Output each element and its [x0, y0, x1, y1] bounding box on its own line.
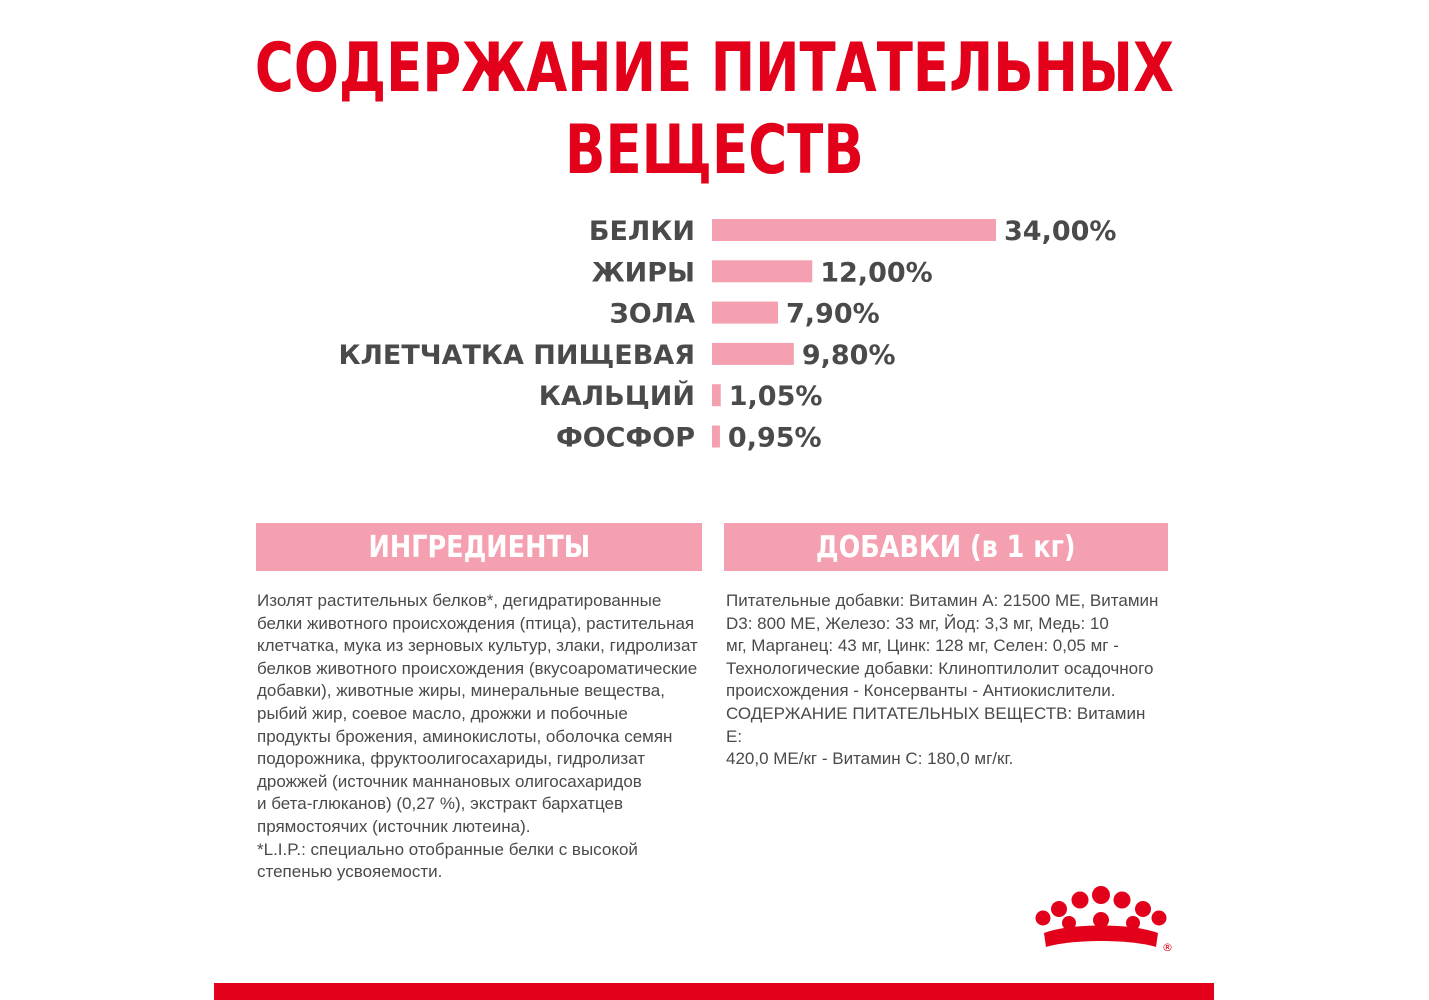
page-title	[157, 28, 1272, 192]
bar	[712, 384, 721, 406]
category-label: КЛЕТЧАТКА ПИЩЕВАЯ	[338, 339, 695, 371]
additives-text: Питательные добавки: Витамин A: 21500 МЕ, Витамин D3: 800 МЕ, Железо: 33 мг, Йод: 3,3 мг, Медь: 10 мг, Марганец: 43 мг, Цинк: 128 мг, Селен: 0,05 мг - Технологические добавки: Клиноптилолит осадочного происхождения - Консерванты - Антиокислители. СОДЕРЖАНИЕ ПИТАТЕЛЬНЫХ ВЕЩЕСТВ: Витамин E: 420,0 МЕ/кг - Витамин C: 180,0 мг/кг.	[726, 591, 1159, 769]
value-label: 1,05%	[728, 381, 823, 413]
bar	[712, 302, 778, 324]
registered-mark: ®	[1162, 941, 1173, 954]
bar	[712, 260, 812, 282]
page-title-line-2: ВЕЩЕСТВ	[565, 111, 864, 190]
additives-header-label: ДОБАВКИ (в 1 кг)	[816, 529, 1076, 565]
category-label: БЕЛКИ	[588, 216, 695, 247]
page-title-line-1: СОДЕРЖАНИЕ ПИТАТЕЛЬНЫХ	[254, 29, 1174, 108]
category-label: ЗОЛА	[609, 298, 695, 330]
category-label: КАЛЬЦИЙ	[538, 381, 695, 413]
bar	[712, 219, 996, 241]
value-label: 12,00%	[820, 257, 933, 289]
ingredients-header	[256, 523, 702, 571]
bar	[712, 426, 720, 448]
ingredients-text: Изолят растительных белков*, дегидратированные белки животного происхождения (птица), растительная клетчатка, мука из зерновых культур, злаки, гидролизат белков животного происхождения (вкусоароматические добавки), животные жиры, минеральные вещества, рыбий жир, соевое масло, дрожжи и побочные продукты брожения, аминокислоты, оболочка семян подорожника, фруктоолигосахариды, гидролизат дрожжей (источник маннановых олигосахаридов и бета-глюканов) (0,27 %), экстракт бархатцев прямостоячих (источник лютеина). *L.I.P.: специально отобранные белки с высокой степенью усвояемости.	[257, 591, 698, 882]
footer-bar	[214, 983, 1214, 1000]
value-label: 7,90%	[785, 298, 880, 330]
ingredients-header-label: ИНГРЕДИЕНТЫ	[368, 529, 590, 565]
value-label: 0,95%	[727, 422, 822, 454]
royal-crown-icon	[1030, 885, 1173, 957]
value-label: 34,00%	[1004, 216, 1117, 247]
value-label: 9,80%	[801, 339, 896, 371]
nutrient-bar-chart	[0, 205, 1429, 465]
bar	[712, 343, 794, 365]
category-label: ЖИРЫ	[591, 257, 695, 289]
additives-header	[724, 523, 1168, 571]
category-label: ФОСФОР	[555, 422, 695, 454]
